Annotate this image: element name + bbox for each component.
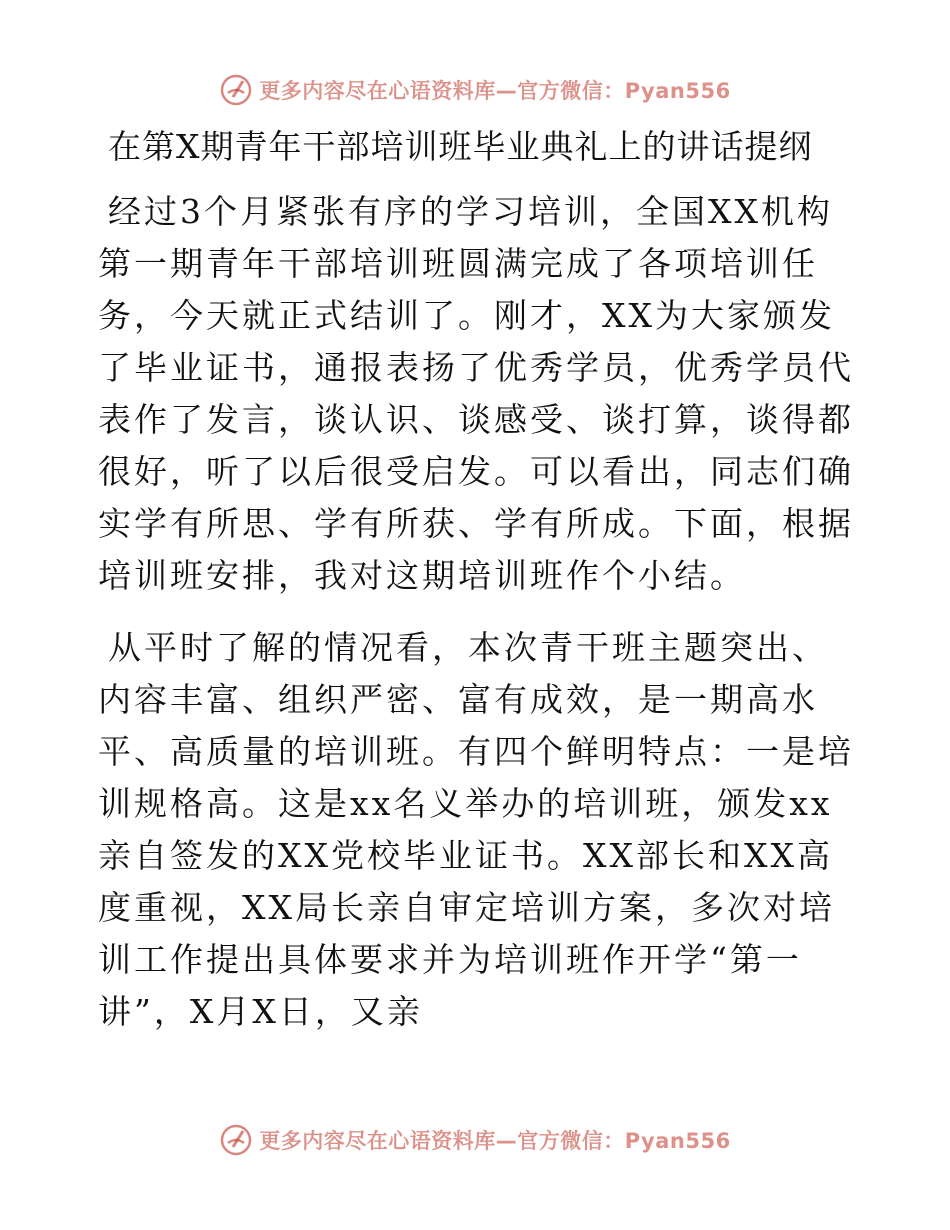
document-title: 在第X期青年干部培训班毕业典礼上的讲话提纲 <box>108 127 813 166</box>
paragraph-2: 从平时了解的情况看，本次青干班主题突出、内容丰富、组织严密、富有成效，是一期高水平、高质量的培训班。有四个鲜明特点：一是培训规格高。这是xx名义举办的培训班，颁发xx亲自签发的XX党校毕业证书。XX部长和XX高度重视，XX局长亲自审定培训方案，多次对培训工作提出具体要求并为培训班作开学“第一讲”，X月X日，又亲 <box>98 628 854 1031</box>
footer-watermark <box>0 1120 950 1160</box>
footer-watermark-text: 更多内容尽在心语资料库—官方微信：Pyan556 <box>259 1129 731 1153</box>
header-watermark <box>0 70 950 110</box>
book-pen-logo-icon <box>219 1123 253 1157</box>
document-body <box>98 122 858 1058</box>
book-pen-logo-icon <box>219 73 253 107</box>
header-watermark-text: 更多内容尽在心语资料库—官方微信：Pyan556 <box>259 79 731 103</box>
paragraph-1: 经过3个月紧张有序的学习培训，全国XX机构第一期青年干部培训班圆满完成了各项培训任务，今天就正式结训了。刚才，XX为大家颁发了毕业证书，通报表扬了优秀学员，优秀学员代表作了发言，谈认识、谈感受、谈打算，谈得都很好，听了以后很受启发。可以看出，同志们确实学有所思、学有所获、学有所成。下面，根据培训班安排，我对这期培训班作个小结。 <box>98 192 854 595</box>
